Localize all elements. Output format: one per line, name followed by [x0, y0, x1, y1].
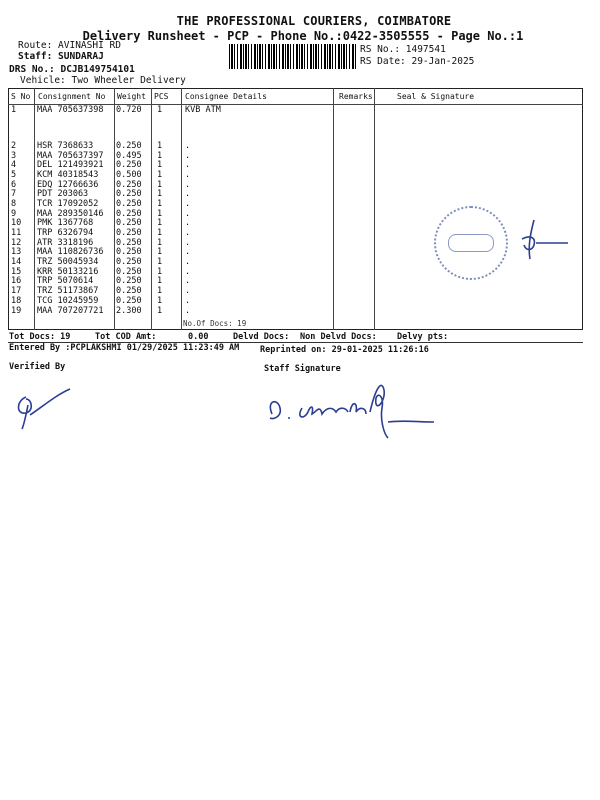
table-row: 17 TRZ 51173867 0.250 1 .: [11, 286, 191, 296]
delivered-docs: Delvd Docs:: [233, 332, 290, 342]
total-docs: Tot Docs: 19: [9, 332, 71, 342]
rs-date: RS Date: 29-Jan-2025: [360, 56, 475, 67]
table-row: 7 PDT 203063 0.250 1 .: [11, 189, 191, 199]
table-row: 15 KRR 50133216 0.250 1 .: [11, 267, 191, 277]
table-row: 19 MAA 707207721 2.300 1 .: [11, 306, 191, 316]
table-row: 14 TRZ 50045934 0.250 1 .: [11, 257, 191, 267]
table-row: 9 MAA 289350146 0.250 1 .: [11, 209, 191, 219]
table-row: 16 TRP 5070614 0.250 1 .: [11, 276, 191, 286]
col-header-consignment: Consignment No: [38, 92, 106, 101]
table-row: 8 TCR 17092052 0.250 1 .: [11, 199, 191, 209]
col-header-sno: S No: [11, 92, 31, 101]
company-title: THE PROFESSIONAL COURIERS, COIMBATORE: [176, 14, 452, 28]
non-delivered-docs: Non Delvd Docs:: [300, 332, 377, 342]
seal-signature: [500, 215, 570, 265]
vehicle-label: Vehicle: Two Wheeler Delivery: [20, 75, 186, 86]
total-cod-label: Tot COD Amt:: [95, 332, 157, 342]
rs-number: RS No.: 1497541: [360, 44, 446, 55]
staff-signature-label: Staff Signature: [264, 364, 341, 374]
table-row: 6 EDQ 12766636 0.250 1 .: [11, 180, 191, 190]
table-row: 2 HSR 7368633 0.250 1 .: [11, 141, 191, 151]
col-header-seal: Seal & Signature: [397, 92, 475, 101]
route-label: Route: AVINASHI RD: [18, 40, 121, 51]
table-row: 11 TRP 6326794 0.250 1 .: [11, 228, 191, 238]
staff-label: Staff: SUNDARAJ: [18, 51, 104, 62]
col-header-weight: Weight: [117, 92, 146, 101]
verified-by-label: Verified By: [9, 362, 66, 372]
col-header-remarks: Remarks: [339, 92, 373, 101]
delivery-points: Delvy pts:: [397, 332, 449, 342]
table-row: 4 DEL 121493921 0.250 1 .: [11, 160, 191, 170]
no-of-docs: No.Of Docs: 19: [183, 319, 247, 328]
table-row: 1 MAA 705637398 0.720 1 KVB ATM: [11, 105, 221, 115]
table-row: 5 KCM 40318543 0.500 1 .: [11, 170, 191, 180]
table-row: 12 ATR 3318196 0.250 1 .: [11, 238, 191, 248]
barcode: [229, 44, 356, 69]
col-header-pcs: PCS: [154, 92, 169, 101]
total-cod-value: 0.00: [188, 332, 209, 342]
drs-number: DRS No.: DCJB149754101: [9, 64, 135, 75]
staff-signature: [262, 378, 442, 440]
col-header-consignee: Consignee Details: [185, 92, 267, 101]
table-row: 10 PMK 1367768 0.250 1 .: [11, 218, 191, 228]
entered-by: Entered By :PCPLAKSHMI 01/29/2025 11:23:49 AM: [9, 343, 240, 353]
courier-seal-stamp: [434, 206, 508, 280]
table-row: 3 MAA 705637397 0.495 1 .: [11, 151, 191, 161]
runsheet-subtitle: Delivery Runsheet - PCP - Phone No.:0422-3505555 - Page No.:1: [82, 29, 524, 43]
verifier-signature: [12, 385, 72, 431]
reprinted-on: Reprinted on: 29-01-2025 11:26:16: [260, 345, 429, 355]
table-row: 13 MAA 110826736 0.250 1 .: [11, 247, 191, 257]
table-row: 18 TCG 10245959 0.250 1 .: [11, 296, 191, 306]
